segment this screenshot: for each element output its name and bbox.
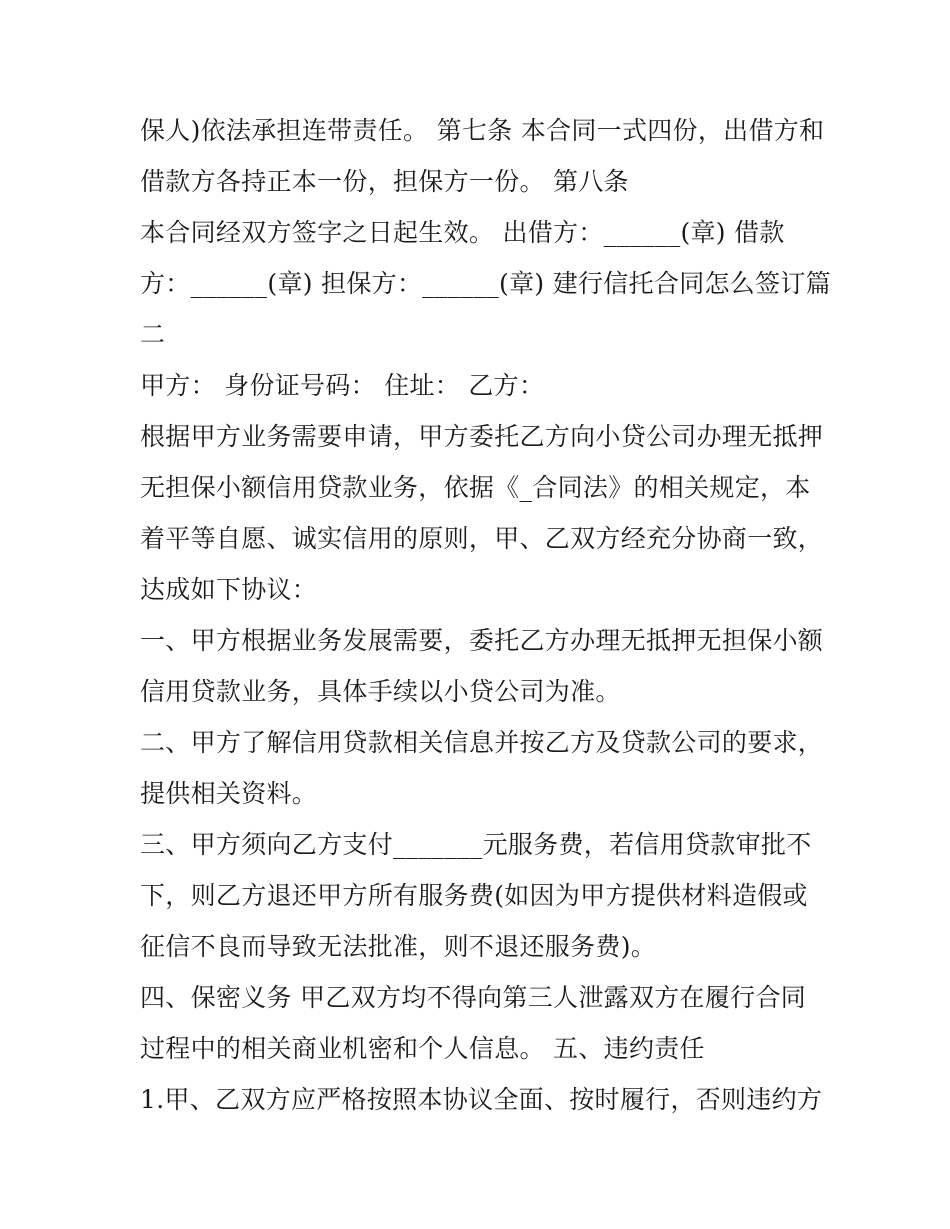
text-line: 保人)依法承担连带责任。 第七条 本合同一式四份，出借方和 (140, 116, 825, 145)
text-line: 甲方： 身份证号码： 住址： 乙方： (140, 371, 545, 400)
document-body (140, 105, 832, 1125)
text-line: 信用贷款业务，具体手续以小贷公司为准。 (140, 677, 621, 706)
text-line: 无担保小额信用贷款业务，依据《_合同法》的相关规定，本 (140, 473, 811, 502)
text-line: 提供相关资料。 (140, 779, 318, 808)
text-line: 着平等自愿、诚实信用的原则，甲、乙双方经充分协商一致， (140, 524, 824, 553)
text-line: 四、保密义务 甲乙双方均不得向第三人泄露双方在履行合同 (140, 983, 807, 1012)
text-line: 借款方各持正本一份，担保方一份。 第八条 (140, 167, 629, 196)
text-line: 方：______(章) 担保方：______(章) 建行信托合同怎么签订篇 (140, 269, 832, 298)
text-line: 二、甲方了解信用贷款相关信息并按乙方及贷款公司的要求， (140, 728, 824, 757)
text-line: 1.甲、乙双方应严格按照本协议全面、按时履行，否则违约方 (140, 1085, 823, 1114)
text-line: 一、甲方根据业务发展需要，委托乙方办理无抵押无担保小额 (140, 626, 824, 655)
text-line: 根据甲方业务需要申请，甲方委托乙方向小贷公司办理无抵押 (140, 422, 824, 451)
text-line: 达成如下协议： (140, 575, 318, 604)
text-line: 征信不良而导致无法批准，则不退还服务费)。 (140, 932, 657, 961)
text-line: 二 (140, 320, 166, 349)
text-line: 下，则乙方退还甲方所有服务费(如因为甲方提供材料造假或 (140, 881, 808, 910)
text-line: 过程中的相关商业机密和个人信息。 五、违约责任 (140, 1034, 705, 1063)
text-line: 三、甲方须向乙方支付_______元服务费，若信用贷款审批不 (140, 830, 812, 859)
text-line: 本合同经双方签字之日起生效。 出借方：______(章) 借款 (140, 218, 785, 247)
